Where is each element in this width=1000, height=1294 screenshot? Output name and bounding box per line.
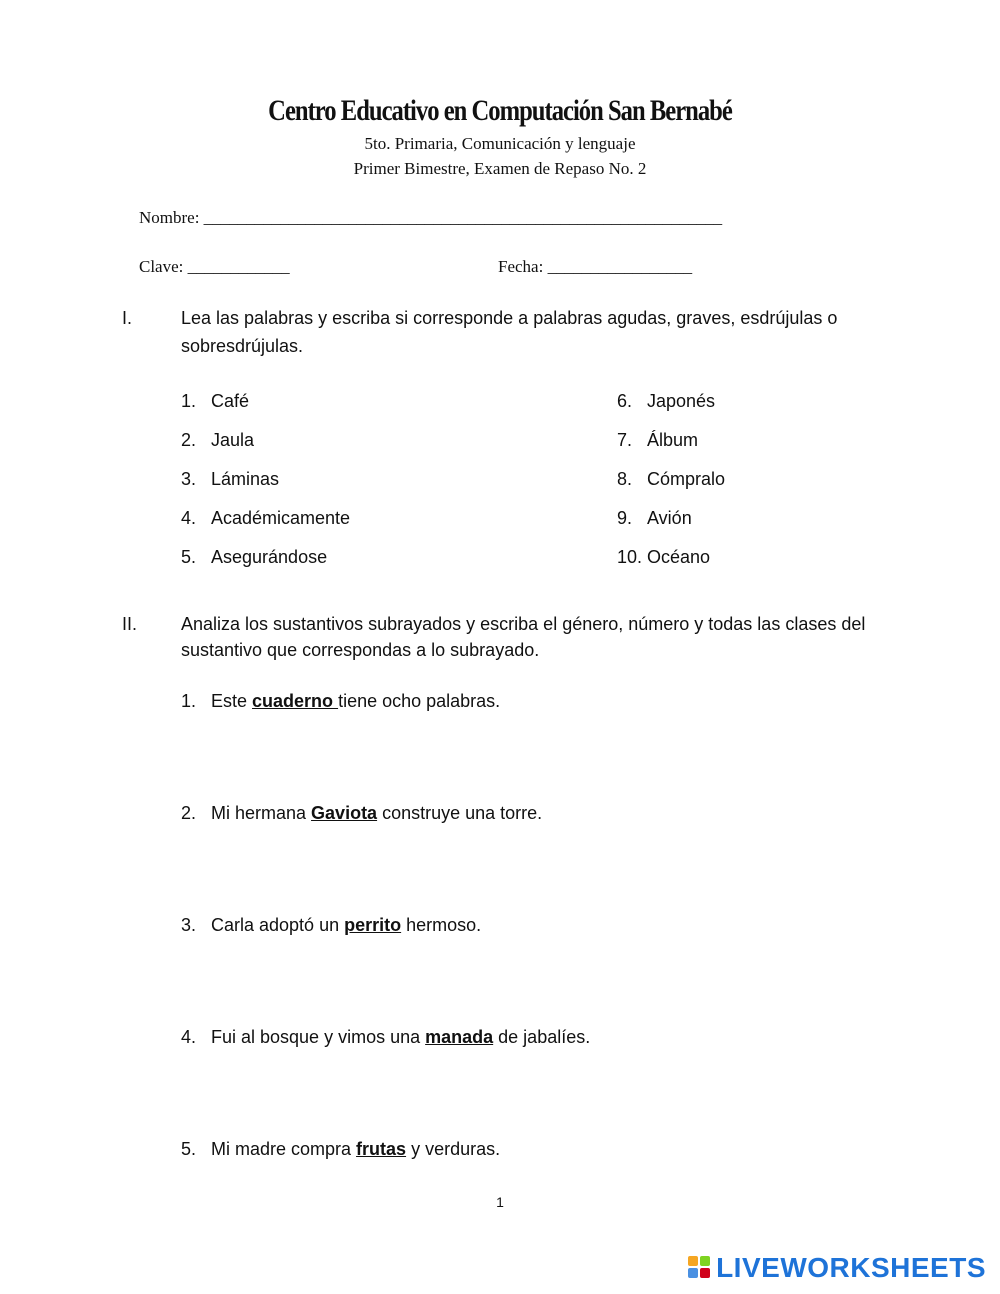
- underlined-noun: perrito: [344, 915, 402, 935]
- word: Océano: [647, 547, 711, 567]
- section-1-instruction-cont: sobresdrújulas.: [181, 336, 304, 356]
- word: Jaula: [211, 430, 255, 450]
- word: Álbum: [647, 430, 699, 450]
- name-field[interactable]: Nombre: _____________________________________________________________: [139, 208, 723, 227]
- sentence-item: 4. Fui al bosque y vimos una manada de jabalíes.: [181, 1027, 591, 1047]
- word: Japonés: [647, 391, 716, 411]
- page-number: 1: [496, 1194, 504, 1210]
- word: Láminas: [211, 469, 280, 489]
- liveworksheets-icon: [688, 1256, 712, 1280]
- underlined-noun: Gaviota: [311, 803, 378, 823]
- clave-field[interactable]: Clave: ____________: [139, 257, 290, 276]
- word: Asegurándose: [211, 547, 328, 567]
- date-field[interactable]: Fecha: _________________: [498, 257, 693, 276]
- list-item: 4. Académicamente: [181, 508, 351, 528]
- liveworksheets-logo[interactable]: [688, 1252, 986, 1284]
- underlined-noun: manada: [425, 1027, 494, 1047]
- list-item: 7. Álbum: [617, 430, 699, 450]
- list-item: 5. Asegurándose: [181, 547, 328, 567]
- section-2-instruction: Analiza los sustantivos subrayados y escriba el género, número y todas las clases del: [181, 614, 866, 634]
- underlined-noun: cuaderno: [252, 691, 339, 711]
- word: Café: [211, 391, 250, 411]
- sentence-item: 1. Este cuaderno tiene ocho palabras.: [181, 691, 501, 711]
- section-2-numeral: II.: [122, 614, 138, 634]
- exam-subtitle: Primer Bimestre, Examen de Repaso No. 2: [353, 159, 647, 178]
- sentence-item: 2. Mi hermana Gaviota construye una torre.: [181, 803, 543, 823]
- course-subtitle: 5to. Primaria, Comunicación y lenguaje: [364, 134, 636, 153]
- brand-name: LIVEWORKSHEETS: [716, 1252, 986, 1283]
- section-2-instruction-cont: sustantivo que correspondas a lo subrayado.: [181, 640, 540, 660]
- page-title: Centro Educativo en Computación San Bernabé: [268, 94, 732, 127]
- list-item: 6. Japonés: [617, 391, 716, 411]
- section-1-instruction: Lea las palabras y escriba si corresponde a palabras agudas, graves, esdrújulas o: [181, 308, 838, 328]
- underlined-noun: frutas: [356, 1139, 407, 1159]
- list-item: 1. Café: [181, 391, 250, 411]
- list-item: 8. Cómpralo: [617, 469, 726, 489]
- word: Avión: [647, 508, 692, 528]
- list-item: 2. Jaula: [181, 430, 255, 450]
- list-item: 9. Avión: [617, 508, 692, 528]
- list-item: 10. Océano: [617, 547, 711, 567]
- list-item: 3. Láminas: [181, 469, 280, 489]
- sentence-item: 5. Mi madre compra frutas y verduras.: [181, 1139, 501, 1159]
- sentence-item: 3. Carla adoptó un perrito hermoso.: [181, 915, 482, 935]
- section-1-numeral: I.: [122, 308, 133, 328]
- word: Cómpralo: [647, 469, 726, 489]
- word: Académicamente: [211, 508, 351, 528]
